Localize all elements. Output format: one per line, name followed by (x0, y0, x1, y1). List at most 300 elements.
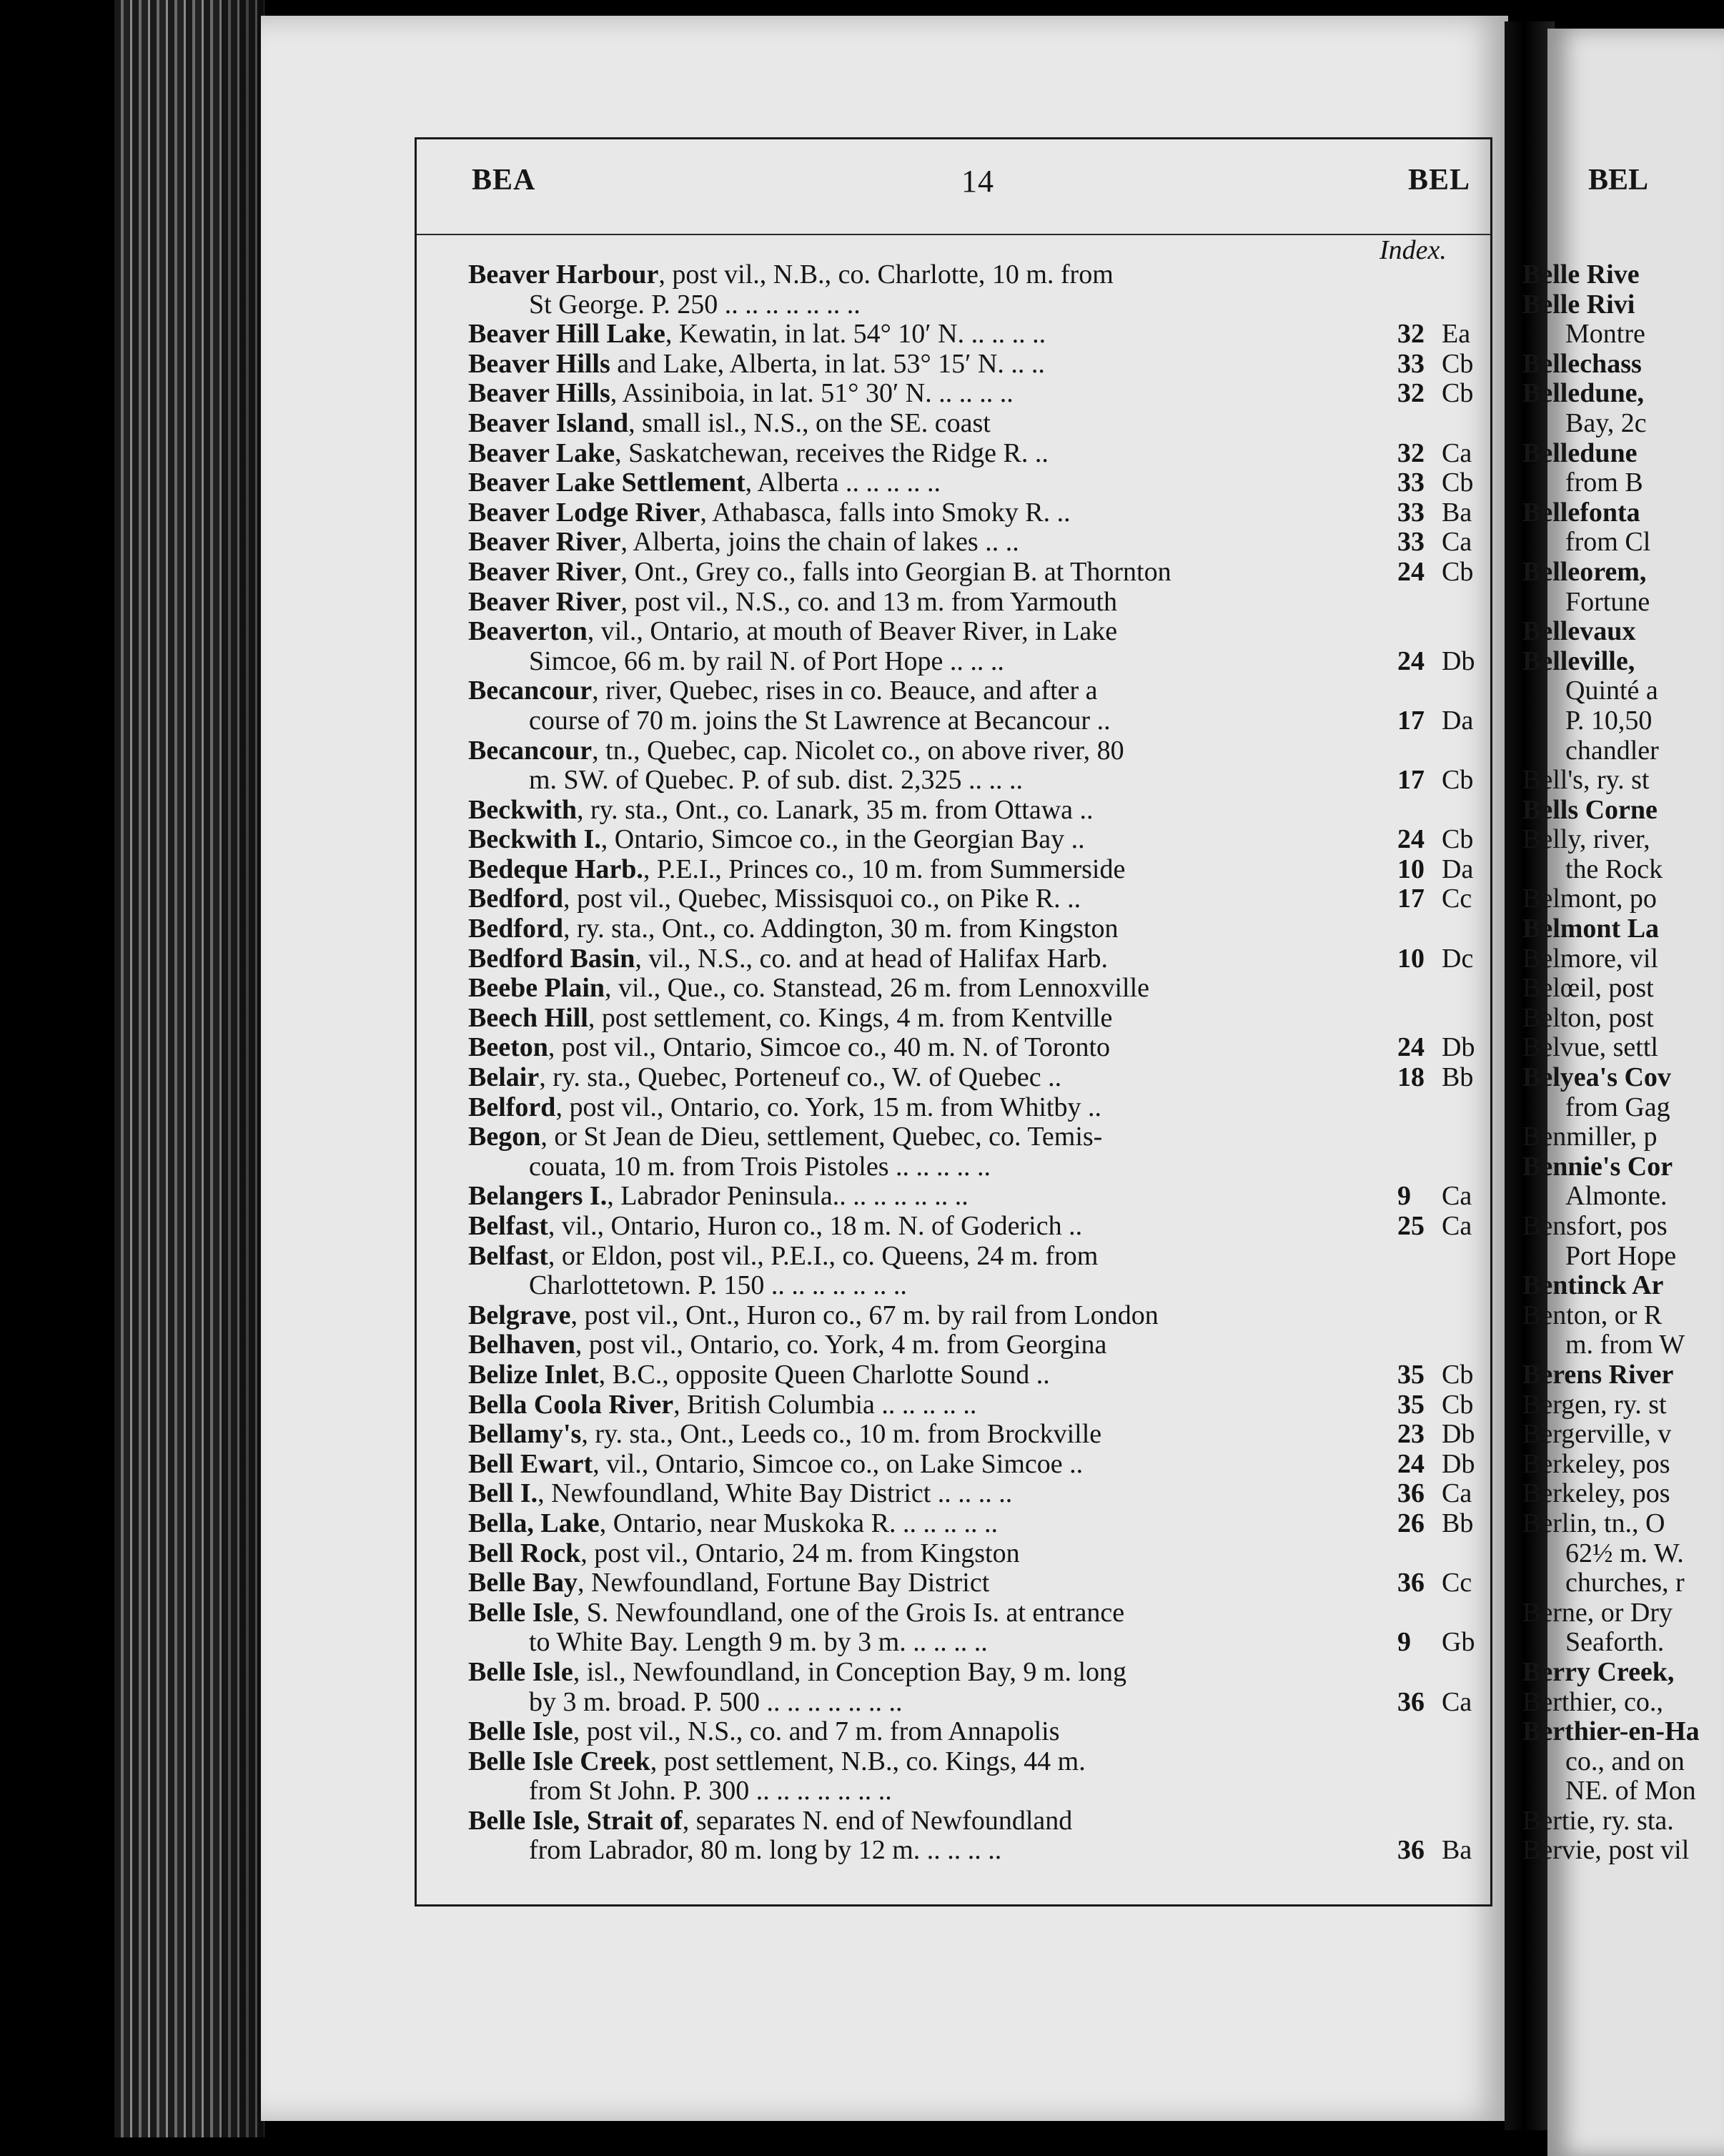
entry-first-line (468, 1806, 1483, 1836)
entry-text: , river, Quebec, rises in co. Beauce, and after a (592, 676, 1098, 706)
entry-name: Beckwith I. (468, 824, 601, 855)
entry-text: , post vil., Ont., Huron co., 67 m. by rail from London (570, 1300, 1159, 1330)
entry-first-line (468, 1093, 1483, 1123)
gazetteer-entry (468, 1658, 1483, 1717)
gazetteer-entry (468, 498, 1483, 528)
gazetteer-entry (468, 1420, 1483, 1450)
entry-first-line (468, 884, 1483, 914)
entry-first-line (468, 944, 1483, 974)
grid-square: Db (1442, 1448, 1475, 1479)
entry-name: Beckwith (468, 794, 577, 825)
gazetteer-entry (468, 1093, 1483, 1123)
gazetteer-entry (468, 855, 1483, 885)
right-page-line: Bellefonta (1522, 497, 1640, 528)
grid-square: Da (1442, 854, 1474, 884)
entry-text: , Alberta .. .. .. .. .. (745, 468, 941, 498)
gazetteer-entry (468, 1122, 1483, 1182)
right-page-line: chandler (1565, 735, 1659, 766)
right-page-line: churches, r (1565, 1568, 1685, 1598)
map-number: 24 (1397, 1032, 1425, 1063)
gazetteer-entry (468, 676, 1483, 736)
right-page-line: from B (1565, 468, 1643, 498)
entry-first-line (468, 320, 1483, 350)
entry-name: Bedford Basin (468, 943, 635, 974)
entry-first-line (468, 1033, 1483, 1063)
entry-text: , separates N. end of Newfoundland (682, 1805, 1073, 1836)
gazetteer-entry (468, 825, 1483, 855)
map-number: 9 (1397, 1627, 1411, 1658)
right-page-line: Berthier, co., (1522, 1686, 1663, 1717)
gazetteer-entry (468, 1033, 1483, 1063)
grid-square: Ca (1442, 437, 1472, 468)
right-page-running-head: BEL (1588, 164, 1649, 197)
gazetteer-entry (468, 528, 1483, 558)
map-number: 32 (1397, 319, 1425, 350)
gazetteer-entry (468, 1568, 1483, 1598)
right-page-line: from Cl (1565, 527, 1651, 558)
entry-name: Becancour (468, 676, 593, 706)
grid-square: Gb (1442, 1627, 1475, 1658)
entry-name: Bellamy's (468, 1419, 582, 1450)
entry-name: Belle Isle (468, 1597, 573, 1628)
grid-square: Ba (1442, 497, 1472, 528)
entry-text: and Lake, Alberta, in lat. 53° 15′ N. .. .. (610, 348, 1045, 379)
right-page-line: Belyea's Cov (1522, 1062, 1671, 1093)
grid-square: Ea (1442, 319, 1471, 350)
entry-first-line (468, 1658, 1483, 1688)
right-page-line: Fortune (1565, 586, 1650, 617)
entry-first-line (468, 1330, 1483, 1360)
entry-first-line (468, 1539, 1483, 1569)
entry-name: Beaver River (468, 556, 621, 587)
entry-text: from St John. P. 300 .. .. .. .. .. .. .. (529, 1776, 892, 1806)
entry-first-line (468, 1212, 1483, 1242)
entry-first-line (468, 914, 1483, 944)
map-number: 35 (1397, 1389, 1425, 1420)
map-number: 24 (1397, 556, 1425, 587)
right-page-line: Bertie, ry. sta. (1522, 1805, 1674, 1836)
right-page-line: Belledune (1522, 437, 1638, 468)
grid-square: Cc (1442, 884, 1472, 914)
entry-name: Belford (468, 1092, 556, 1122)
entry-first-line (468, 1004, 1483, 1034)
right-page-line: Bennie's Cor (1522, 1151, 1673, 1182)
entry-first-line (468, 498, 1483, 528)
grid-square: Cb (1442, 1389, 1474, 1420)
map-number: 36 (1397, 1568, 1425, 1598)
entry-name: Beaver River (468, 586, 621, 617)
entry-text: , post vil., N.S., co. and 13 m. from Yarmouth (620, 586, 1118, 617)
entry-text: m. SW. of Quebec. P. of sub. dist. 2,325 .. .. .. (529, 765, 1024, 796)
entry-text: Charlottetown. P. 150 .. .. .. .. .. .. .. (529, 1270, 907, 1301)
right-page-line: Bervie, post vil (1522, 1835, 1690, 1866)
entry-text: , Newfoundland, Fortune Bay District (578, 1568, 990, 1598)
entry-text: from Labrador, 80 m. long by 12 m. .. .. .. .. (529, 1835, 1002, 1866)
gazetteer-entry (468, 1539, 1483, 1569)
grid-square: Cb (1442, 468, 1474, 498)
entry-name: Belle Isle Creek (468, 1746, 650, 1776)
entry-text: , post vil., Ontario, co. York, 15 m. from Whitby .. (555, 1092, 1101, 1122)
entry-first-line (468, 350, 1483, 380)
entry-name: Belize Inlet (468, 1359, 599, 1390)
entry-text: , Newfoundland, White Bay District .. .. .. .. (537, 1478, 1013, 1509)
gazetteer-entry (468, 736, 1483, 796)
entry-text: , post vil., Quebec, Missisquoi co., on Pike R. .. (563, 884, 1081, 914)
entry-text: , Assiniboia, in lat. 51° 30′ N. .. .. .. .. (610, 378, 1014, 409)
entry-name: Beaver Hill Lake (468, 319, 665, 350)
grid-square: Db (1442, 1032, 1475, 1063)
entry-text: , Alberta, joins the chain of lakes .. .. (620, 527, 1019, 558)
right-page-line: NE. of Mon (1565, 1776, 1696, 1806)
entry-text: , post vil., N.S., co. and 7 m. from Annapolis (573, 1716, 1060, 1747)
gazetteer-entry (468, 884, 1483, 914)
grid-square: Cb (1442, 378, 1474, 409)
entry-name: Belfast (468, 1240, 548, 1271)
entry-first-line (468, 1122, 1483, 1152)
entry-continuation-line (468, 706, 1483, 736)
entry-name: Bedford (468, 914, 563, 944)
entry-continuation-line (468, 766, 1483, 796)
entry-name: Belle Isle (468, 1716, 573, 1747)
entry-text: , or St Jean de Dieu, settlement, Quebec, co. Temis- (540, 1122, 1103, 1152)
entry-name: Belle Bay (468, 1568, 578, 1598)
running-head-right: BEL (1408, 164, 1471, 197)
entry-first-line (468, 1420, 1483, 1450)
entry-text: , Ont., Grey co., falls into Georgian B. at Thornton (620, 556, 1171, 587)
entry-name: Beaver Harbour (468, 259, 659, 290)
entry-continuation-line (468, 1152, 1483, 1182)
entry-name: Beaver Hills (468, 348, 610, 379)
map-number: 33 (1397, 497, 1425, 528)
right-page-line: Belleville, (1522, 646, 1635, 676)
entry-name: Bella Coola River (468, 1389, 674, 1420)
right-page-line: Berlin, tn., O (1522, 1508, 1665, 1538)
gazetteer-entry (468, 1182, 1483, 1212)
entry-first-line (468, 260, 1483, 290)
gazetteer-entry (468, 468, 1483, 498)
entry-name: Beaver Hills (468, 378, 610, 409)
entry-text: , Ontario, near Muskoka R. .. .. .. .. .. (599, 1508, 998, 1538)
gazetteer-entry (468, 1004, 1483, 1034)
entry-first-line (468, 676, 1483, 706)
map-number: 17 (1397, 705, 1425, 736)
map-number: 33 (1397, 527, 1425, 558)
entry-text: , vil., Que., co. Stanstead, 26 m. from Lennoxville (605, 973, 1150, 1004)
right-page-line: Belledune, (1522, 378, 1644, 409)
gazetteer-entry (468, 1806, 1483, 1866)
entry-name: Beaver Lodge River (468, 497, 700, 528)
right-page-line: Berry Creek, (1522, 1656, 1675, 1687)
entry-name: Bedford (468, 884, 563, 914)
gazetteer-entries (468, 260, 1483, 1866)
entry-name: Beaver Lake (468, 437, 615, 468)
entry-continuation-line (468, 647, 1483, 677)
entry-first-line (468, 974, 1483, 1004)
entry-text: St George. P. 250 .. .. .. .. .. .. .. (529, 289, 861, 320)
entry-continuation-line (468, 1688, 1483, 1718)
entry-text: , post settlement, co. Kings, 4 m. from Kentville (588, 1002, 1113, 1033)
entry-text: , tn., Quebec, cap. Nicolet co., on above river, 80 (592, 735, 1124, 766)
entry-first-line (468, 468, 1483, 498)
entry-text: , post vil., Ontario, co. York, 4 m. from Georgina (575, 1330, 1107, 1360)
right-page-line: Belton, post (1522, 1002, 1654, 1033)
gazetteer-entry (468, 796, 1483, 826)
entry-first-line (468, 1717, 1483, 1747)
entry-text: , Labrador Peninsula.. .. .. .. .. .. .. (607, 1181, 968, 1212)
map-number: 23 (1397, 1419, 1425, 1450)
grid-square: Ca (1442, 1181, 1472, 1212)
right-page-line: P. 10,50 (1565, 705, 1653, 736)
right-page-line: Seaforth. (1565, 1627, 1665, 1658)
map-number: 26 (1397, 1508, 1425, 1538)
right-page-line: the Rock (1565, 854, 1663, 884)
gazetteer-entry (468, 1390, 1483, 1420)
right-page-line: Berkeley, pos (1522, 1478, 1670, 1509)
right-page-line: Bellechass (1522, 348, 1642, 379)
entry-text: , post settlement, N.B., co. Kings, 44 m. (650, 1746, 1086, 1776)
gazetteer-entry (468, 409, 1483, 439)
entry-first-line (468, 1509, 1483, 1539)
entry-text: by 3 m. broad. P. 500 .. .. .. .. .. .. .. (529, 1686, 903, 1717)
right-page-line: Belly, river, (1522, 824, 1650, 855)
map-number: 24 (1397, 1448, 1425, 1479)
entry-name: Beebe Plain (468, 973, 605, 1004)
running-head-left: BEA (472, 164, 536, 197)
entry-name: Beaver Island (468, 407, 629, 438)
map-number: 32 (1397, 437, 1425, 468)
entry-name: Beaver Lake Settlement (468, 468, 745, 498)
entry-name: Begon (468, 1122, 541, 1152)
grid-square: Cb (1442, 765, 1474, 796)
right-page-line: Berthier-en-Ha (1522, 1716, 1700, 1747)
map-number: 24 (1397, 646, 1425, 676)
gazetteer-entry (468, 974, 1483, 1004)
gazetteer-entry (468, 1330, 1483, 1360)
grid-square: Ca (1442, 1686, 1472, 1717)
entry-first-line (468, 558, 1483, 588)
right-page-line: Berens River (1522, 1359, 1674, 1390)
entry-name: Belfast (468, 1211, 548, 1241)
right-page-line: Bellevaux (1522, 616, 1636, 647)
gazetteer-entry (468, 350, 1483, 380)
entry-name: Belhaven (468, 1330, 575, 1360)
map-number: 35 (1397, 1359, 1425, 1390)
entry-text: , B.C., opposite Queen Charlotte Sound .. (598, 1359, 1050, 1390)
map-number: 18 (1397, 1062, 1425, 1093)
gazetteer-entry (468, 1301, 1483, 1331)
gazetteer-entry (468, 260, 1483, 320)
gazetteer-entry (468, 914, 1483, 944)
entry-name: Beaverton (468, 616, 588, 647)
gazetteer-entry (468, 1360, 1483, 1390)
right-page-line: Bell's, ry. st (1522, 765, 1650, 796)
entry-first-line (468, 1063, 1483, 1093)
gazetteer-entry (468, 588, 1483, 618)
entry-first-line (468, 1479, 1483, 1509)
entry-text: , ry. sta., Ont., co. Addington, 30 m. from Kingston (563, 914, 1119, 944)
gazetteer-entry (468, 944, 1483, 974)
grid-square: Cb (1442, 348, 1474, 379)
map-number: 17 (1397, 765, 1425, 796)
right-page-line: Bensfort, pos (1522, 1211, 1668, 1241)
entry-name: Becancour (468, 735, 593, 766)
map-number: 32 (1397, 378, 1425, 409)
entry-first-line (468, 528, 1483, 558)
entry-first-line (468, 1301, 1483, 1331)
gazetteer-entry (468, 1212, 1483, 1242)
map-number: 36 (1397, 1835, 1425, 1866)
grid-square: Cb (1442, 824, 1474, 855)
entry-first-line (468, 1568, 1483, 1598)
entry-name: Bell Rock (468, 1538, 581, 1568)
entry-name: Belgrave (468, 1300, 571, 1330)
entry-first-line (468, 1360, 1483, 1390)
map-number: 10 (1397, 854, 1425, 884)
entry-name: Belle Isle, Strait of (468, 1805, 683, 1836)
grid-square: Ca (1442, 1478, 1472, 1509)
right-page-line: Almonte. (1565, 1181, 1668, 1212)
map-number: 24 (1397, 824, 1425, 855)
entry-name: Belle Isle (468, 1656, 573, 1687)
gazetteer-entry (468, 1598, 1483, 1658)
grid-square: Ca (1442, 1211, 1472, 1241)
map-number: 36 (1397, 1478, 1425, 1509)
gazetteer-entry (468, 1509, 1483, 1539)
entry-text: , post vil., Ontario, Simcoe co., 40 m. N. of Toronto (548, 1032, 1110, 1063)
right-page-line: Belœil, post (1522, 973, 1654, 1004)
entry-continuation-line (468, 290, 1483, 320)
entry-text: , Kewatin, in lat. 54° 10′ N. .. .. .. .. (665, 319, 1046, 350)
grid-square: Db (1442, 646, 1475, 676)
entry-text: , post vil., N.B., co. Charlotte, 10 m. from (658, 259, 1114, 290)
right-page-line: Berkeley, pos (1522, 1448, 1670, 1479)
entry-text: , vil., Ontario, at mouth of Beaver River, in Lake (587, 616, 1118, 647)
entry-first-line (468, 1390, 1483, 1420)
gazetteer-entry (468, 379, 1483, 409)
entry-text: , isl., Newfoundland, in Conception Bay, 9 m. long (573, 1656, 1127, 1687)
right-page-line: Benton, or R (1522, 1300, 1663, 1330)
entry-text: , vil., N.S., co. and at head of Halifax Harb. (635, 943, 1108, 974)
gazetteer-entry (468, 320, 1483, 350)
right-page-line: Bergerville, v (1522, 1419, 1672, 1450)
grid-square: Cc (1442, 1568, 1472, 1598)
entry-text: , small isl., N.S., on the SE. coast (628, 407, 991, 438)
right-page-line: from Gag (1565, 1092, 1670, 1122)
gazetteer-entry (468, 1717, 1483, 1747)
grid-square: Cb (1442, 556, 1474, 587)
right-page-line: Belle Rivi (1522, 289, 1635, 320)
entry-text: , Ontario, Simcoe co., in the Georgian Bay .. (600, 824, 1085, 855)
right-page-line: m. from W (1565, 1330, 1685, 1360)
entry-name: Belair (468, 1062, 540, 1093)
grid-square: Cb (1442, 1359, 1474, 1390)
gazetteer-entry (468, 439, 1483, 469)
entry-name: Bedeque Harb. (468, 854, 643, 884)
right-page-line: Belvue, settl (1522, 1032, 1658, 1063)
entry-first-line (468, 617, 1483, 647)
index-column-label: Index. (1379, 235, 1447, 265)
right-page-entries (1522, 260, 1724, 1866)
right-page-line: Bergen, ry. st (1522, 1389, 1667, 1420)
entry-text: , post vil., Ontario, 24 m. from Kingston (580, 1538, 1020, 1568)
entry-text: , ry. sta., Ont., Leeds co., 10 m. from Brockville (581, 1419, 1102, 1450)
entry-first-line (468, 736, 1483, 766)
entry-first-line (468, 1182, 1483, 1212)
map-number: 10 (1397, 943, 1425, 974)
gazetteer-entry (468, 1063, 1483, 1093)
entry-text: , ry. sta., Quebec, Porteneuf co., W. of Quebec .. (539, 1062, 1062, 1093)
entry-first-line (468, 796, 1483, 826)
entry-text: , S. Newfoundland, one of the Grois Is. at entrance (573, 1597, 1125, 1628)
grid-square: Ba (1442, 1835, 1472, 1866)
gazetteer-entry (468, 558, 1483, 588)
gazetteer-entry (468, 1479, 1483, 1509)
grid-square: Dc (1442, 943, 1474, 974)
gazetteer-entry (468, 1242, 1483, 1301)
entry-continuation-line (468, 1836, 1483, 1866)
entry-name: Beeton (468, 1032, 548, 1063)
map-number: 33 (1397, 348, 1425, 379)
gazetteer-entry (468, 1450, 1483, 1480)
entry-name: Belangers I. (468, 1181, 608, 1212)
right-page-line: Berne, or Dry (1522, 1597, 1673, 1628)
entry-continuation-line (468, 1628, 1483, 1658)
right-page-line: Belmont, po (1522, 884, 1657, 914)
right-page-line: Belmont La (1522, 914, 1660, 944)
map-number: 36 (1397, 1686, 1425, 1717)
grid-square: Bb (1442, 1508, 1474, 1538)
right-page-line: Port Hope (1565, 1240, 1677, 1271)
right-page-line: Belle Rive (1522, 260, 1640, 290)
right-page-line: Quinté a (1565, 676, 1658, 706)
entry-first-line (468, 825, 1483, 855)
entry-text: , Saskatchewan, receives the Ridge R. .. (615, 437, 1049, 468)
entry-text: Simcoe, 66 m. by rail N. of Port Hope .. .. .. (529, 646, 1004, 676)
entry-text: , P.E.I., Princes co., 10 m. from Summerside (643, 854, 1126, 884)
entry-first-line (468, 588, 1483, 618)
entry-name: Bella, Lake (468, 1508, 600, 1538)
gazetteer-entry (468, 617, 1483, 676)
entry-text: , vil., Ontario, Simcoe co., on Lake Simcoe .. (593, 1448, 1084, 1479)
right-page-line: Bentinck Ar (1522, 1270, 1664, 1301)
grid-square: Db (1442, 1419, 1475, 1450)
entry-first-line (468, 855, 1483, 885)
entry-first-line (468, 1242, 1483, 1272)
entry-text: to White Bay. Length 9 m. by 3 m. .. .. .. .. (529, 1627, 988, 1658)
right-page-line: Belleorem, (1522, 556, 1647, 587)
gazetteer-entry (468, 1747, 1483, 1806)
entry-name: Bell I. (468, 1478, 538, 1509)
header-rule (416, 234, 1491, 235)
page-number: 14 (961, 164, 994, 199)
entry-first-line (468, 1450, 1483, 1480)
grid-square: Ca (1442, 527, 1472, 558)
entry-first-line (468, 439, 1483, 469)
right-page-line: Benmiller, p (1522, 1122, 1658, 1152)
entry-text: , vil., Ontario, Huron co., 18 m. N. of Goderich .. (548, 1211, 1083, 1241)
entry-name: Beaver River (468, 527, 621, 558)
entry-text: , British Columbia .. .. .. .. .. (673, 1389, 977, 1420)
right-page-line: Bells Corne (1522, 794, 1658, 825)
map-number: 33 (1397, 468, 1425, 498)
entry-first-line (468, 1747, 1483, 1777)
map-number: 25 (1397, 1211, 1425, 1241)
map-number: 17 (1397, 884, 1425, 914)
entry-text: , Athabasca, falls into Smoky R. .. (700, 497, 1071, 528)
entry-continuation-line (468, 1776, 1483, 1806)
entry-first-line (468, 379, 1483, 409)
entry-text: , or Eldon, post vil., P.E.I., co. Queens, 24 m. from (548, 1240, 1099, 1271)
